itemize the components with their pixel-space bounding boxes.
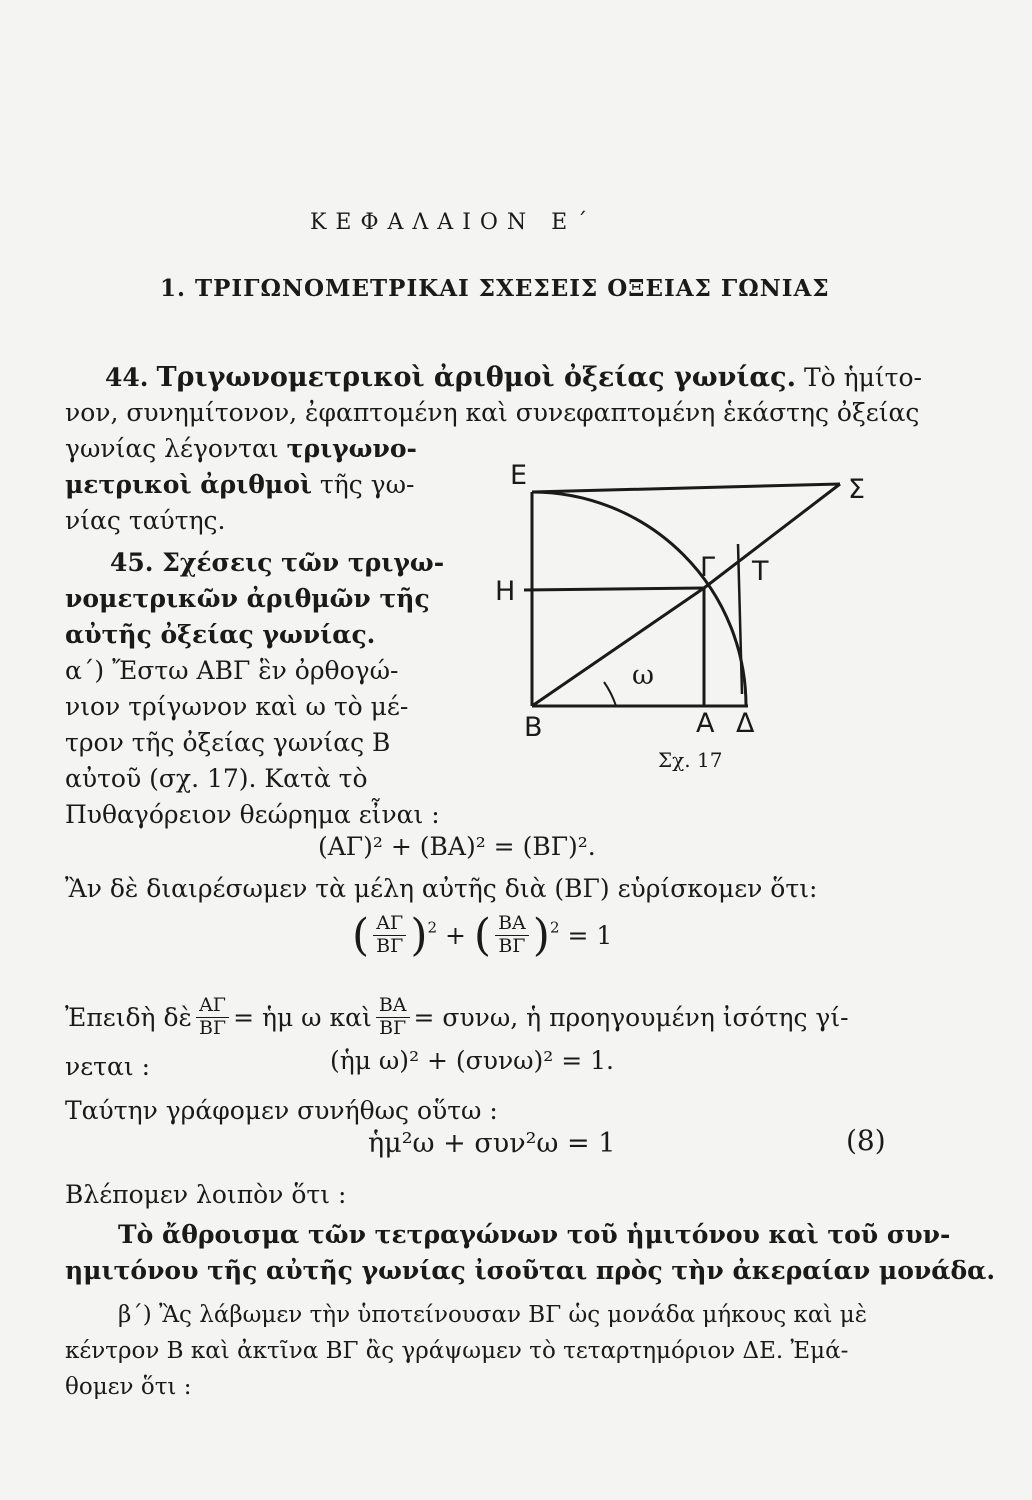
p44-l4-text: τῆς γω-: [319, 470, 415, 499]
p44-l3-bold: τριγωνο-: [286, 434, 417, 463]
chapter-title: ΚΕΦΑΛΑΙΟΝ Ε΄: [310, 210, 597, 235]
figure-17: [490, 460, 910, 790]
see-line: Βλέπομεν λοιπὸν ὅτι :: [65, 1180, 347, 1209]
line-HG: [524, 588, 704, 590]
label-omega: ω: [632, 660, 655, 691]
p45-heading-1: 45. Σχέσεις τῶν τριγω-: [110, 548, 445, 577]
equation-label: (8): [846, 1124, 886, 1157]
p45-heading-3: αὐτῆς ὀξείας γωνίας.: [65, 620, 376, 649]
theorem-line-1: Τὸ ἄθροισμα τῶν τετραγώνων τοῦ ἡμιτόνου καὶ τοῦ συν-: [118, 1220, 951, 1249]
p44-l4-bold: μετρικοὶ ἀριθμοὶ: [65, 470, 312, 499]
p45-line-6: τρον τῆς ὀξείας γωνίας Β: [65, 728, 391, 757]
p45-line-4: α΄) Ἔστω ΑΒΓ ἓν ὀρθογώ-: [65, 656, 399, 685]
label-E: Ε: [510, 460, 528, 491]
beta-line-3: θομεν ὅτι :: [65, 1374, 192, 1400]
netai-line: νεται :: [65, 1052, 151, 1081]
line-SG: [704, 484, 840, 588]
label-D: Δ: [736, 708, 755, 739]
fraction-since-1: $\frac{A\Gamma}{B\Gamma}$: [196, 995, 229, 1040]
equation-squares: (ἡμ ω)² + (συνω)² = 1.: [330, 1046, 614, 1075]
p44-line-1: [105, 362, 922, 393]
figure-17-drawing: [490, 470, 910, 790]
p44-l3-text: γωνίας λέγονται: [65, 434, 279, 463]
p45-line-7: αὐτοῦ (σχ. 17). Κατὰ τὸ: [65, 764, 368, 793]
since-line: Ἐπειδὴ δὲ $\frac{A\Gamma}{B\Gamma}$ = ἡμ ω καὶ $\frac{BA}{B\Gamma}$ = συνω, ἡ προηγουμένη ἰσότης γί-: [65, 994, 849, 1039]
angle-arc-omega: [604, 682, 616, 706]
p44-line-4: [65, 470, 414, 499]
line-ES: [532, 484, 840, 492]
fraction-BA-BG: $\frac{BA}{B\Gamma}$: [495, 913, 529, 958]
p45-heading-2: νομετρικῶν ἀριθμῶν τῆς: [65, 584, 430, 613]
label-T: Τ: [752, 556, 769, 587]
fraction-since-2: $\frac{BA}{B\Gamma}$: [376, 995, 410, 1040]
p44-heading: Τριγωνομετρικοὶ ἀριθμοὶ ὀξείας γωνίας.: [156, 362, 797, 393]
beta-line-2: κέντρον Β καὶ ἀκτῖνα ΒΓ ἂς γράψωμεν τὸ τεταρτημόριον ΔΕ. Ἐμά-: [65, 1338, 849, 1364]
line-T: [738, 544, 742, 694]
p45-line-8: Πυθαγόρειον θεώρημα εἶναι :: [65, 800, 440, 829]
equation-pythagoras: (ΑΓ)² + (ΒΑ)² = (ΒΓ)².: [318, 832, 596, 861]
line-BG: [532, 588, 704, 706]
label-G: Γ: [700, 552, 716, 583]
p44-number: 44.: [105, 363, 149, 392]
equation-main: ἡμ²ω + συν²ω = 1: [368, 1128, 616, 1159]
fraction-AG-BG: $\frac{A\Gamma}{B\Gamma}$: [373, 913, 406, 958]
equation-ratio: ( $\frac{A\Gamma}{B\Gamma}$ )$^2$ + ( $\frac{BA}{B\Gamma}$ )$^2$ = 1: [352, 910, 613, 961]
p44-l1-tail: Τὸ ἡμίτο-: [803, 363, 922, 392]
p44-line-5: νίας ταύτης.: [65, 506, 226, 535]
figure-caption: Σχ. 17: [658, 748, 723, 772]
label-B: Β: [524, 712, 543, 743]
theorem-line-2: ημιτόνου τῆς αὐτῆς γωνίας ἰσοῦται πρὸς τὴν ἀκεραίαν μονάδα.: [65, 1256, 996, 1285]
label-S: Σ: [848, 474, 866, 505]
label-H: Η: [495, 576, 516, 607]
beta-line-1: β΄) Ἂς λάβωμεν τὴν ὑποτείνουσαν ΒΓ ὡς μονάδα μήκους καὶ μὲ: [118, 1302, 868, 1328]
label-A: Α: [696, 708, 715, 739]
p44-line-3: [65, 434, 417, 463]
p44-line-2: νον, συνημίτονον, ἐφαπτομένη καὶ συνεφαπτομένη ἑκάστης ὀξείας: [65, 398, 920, 427]
p45-line-5: νιον τρίγωνον καὶ ω τὸ μέ-: [65, 692, 409, 721]
write-line: Ταύτην γράφομεν συνήθως οὕτω :: [65, 1096, 498, 1125]
divide-line: Ἂν δὲ διαιρέσωμεν τὰ μέλη αὐτῆς διὰ (ΒΓ) εὑρίσκομεν ὅτι:: [65, 874, 818, 903]
section-title: 1. ΤΡΙΓΩΝΟΜΕΤΡΙΚΑΙ ΣΧΕΣΕΙΣ ΟΞΕΙΑΣ ΓΩΝΙΑΣ: [160, 275, 830, 302]
